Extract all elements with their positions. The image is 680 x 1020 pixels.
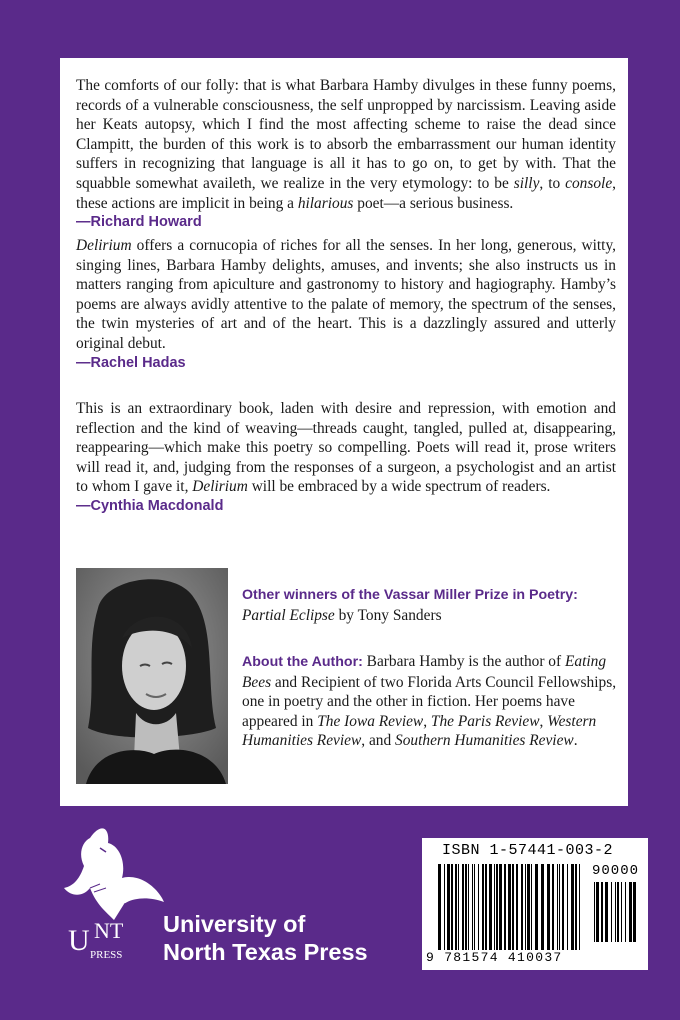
barcode-bar <box>494 864 495 950</box>
barcode-bar <box>516 864 518 950</box>
back-cover-panel <box>60 58 628 806</box>
author-portrait-image <box>76 568 228 784</box>
barcode-bar <box>625 882 626 942</box>
publisher-line2: North Texas Press <box>163 939 368 965</box>
attribution-macdonald: —Cynthia Macdonald <box>76 497 224 514</box>
barcode-bar <box>489 864 492 950</box>
barcode-bar <box>605 882 608 942</box>
barcode-bar <box>535 864 538 950</box>
barcode-bar <box>594 882 595 942</box>
review-text: The comforts of our folly: that is what Barbara Hamby divulges in these funny poems, records of a vulnerable consciousness, the self unpropped by narcissism. Leaving aside her Keats autopsy, which I find the most affecting scheme to raise the dead since Clampitt, the burden of this work is to absorb the embarrassment our human identity suffers in recognizing that language is all it has to go on, to get by with. That the squabble somewhat availeth, we realize in the very etymology: to be <box>76 77 616 192</box>
barcode-bar <box>617 882 619 942</box>
barcode-bar <box>496 864 498 950</box>
barcode-bar <box>525 864 526 950</box>
barcode-bar <box>601 882 603 942</box>
about-text: , and <box>361 732 396 750</box>
about-author <box>242 652 618 751</box>
barcode-bar <box>547 864 550 950</box>
review-text: This is an extraordinary book, laden with desire and repression, with emotion and reflection and the kind of weaving—threads caught, tangled, pulled at, disappearing, reappearing—which make this poetry so compelling. Poets will read it, prose writers will read it, and, judging from the responses of a surgeon, a psychologist and an artist to whom I gave it, <box>76 400 616 496</box>
publisher-name <box>163 910 368 966</box>
barcode-bar <box>575 864 577 950</box>
about-text: . <box>573 732 578 750</box>
price-barcode <box>592 882 640 942</box>
about-heading: About the Author: <box>242 654 363 670</box>
review-hadas <box>76 236 616 373</box>
ean-digits: 9 781574 410037 <box>426 950 563 965</box>
barcode-bar <box>472 864 473 950</box>
unt-press-logo <box>60 818 170 968</box>
barcode-bar <box>508 864 511 950</box>
barcode-bar <box>455 864 457 950</box>
author-photo <box>76 568 228 784</box>
barcode-bar <box>562 864 564 950</box>
barcode-bar <box>521 864 523 950</box>
barcode-bar <box>615 882 616 942</box>
attribution-howard: —Richard Howard <box>76 214 202 231</box>
barcode-bar <box>462 864 464 950</box>
review-emphasis: hilarious <box>297 194 354 212</box>
barcode-bar <box>567 864 568 950</box>
barcode-bar <box>559 864 560 950</box>
prize-book-title: Partial Eclipse <box>242 606 335 624</box>
journal-title: Southern Humanities Review <box>395 732 574 750</box>
prize-note <box>242 585 618 625</box>
barcode-bar <box>458 864 459 950</box>
about-book-title: Eating Bees <box>242 653 607 691</box>
about-text: , <box>423 712 431 730</box>
barcode-bar <box>465 864 467 950</box>
about-text: , <box>539 712 548 730</box>
journal-title: The Iowa Review <box>317 712 424 730</box>
barcode-bar <box>531 864 532 950</box>
about-text: Barbara Hamby is the author of <box>362 653 565 670</box>
journal-title: The Paris Review <box>430 712 540 730</box>
barcode-bar <box>482 864 484 950</box>
barcode-bar <box>633 882 636 942</box>
logo-nt: NT <box>94 918 124 943</box>
prize-heading: Other winners of the Vassar Miller Prize in Poetry: <box>242 587 578 603</box>
attribution-hadas: —Rachel Hadas <box>76 354 186 371</box>
review-text: offers a cornucopia of riches for all the senses. In her long, generous, witty, singing lines, Barbara Hamby delights, amuses, and invents; she also instructs us in matters ranging from apiculture and gastronomy to history and hagiography. Hamby’s poems are always avidly attentive to the palate of memory, the spectrum of the senses, the twin mysteries of art and of the heart. This is a dazzlingly assured and utterly original debut. <box>76 237 616 352</box>
barcode-bar <box>579 864 580 950</box>
journal-title: Western Humanities Review <box>242 712 597 750</box>
barcode-bar <box>504 864 506 950</box>
logo-u: U <box>68 924 90 957</box>
barcode-bar <box>629 882 632 942</box>
barcode-box <box>422 838 648 970</box>
price-code: 90000 <box>592 863 640 879</box>
barcode-bar <box>571 864 574 950</box>
barcode-bar <box>447 864 450 950</box>
barcode-bar <box>557 864 558 950</box>
review-howard <box>76 76 616 232</box>
barcode-bar <box>478 864 479 950</box>
about-text: and Recipient of two Florida Arts Council Fellowships, one in poetry and the other in fiction. Her poems have appeared in <box>242 673 617 730</box>
publisher-line1: University of <box>163 911 306 937</box>
review-macdonald <box>76 399 616 516</box>
review-text: , these actions are implicit in being a <box>76 174 617 212</box>
barcode-bar <box>438 864 441 950</box>
review-emphasis: console <box>565 174 613 192</box>
review-text: , to <box>539 174 566 192</box>
barcode-bar <box>611 882 612 942</box>
isbn-text: ISBN 1-57441-003-2 <box>442 842 614 859</box>
barcode-bar <box>474 864 475 950</box>
book-title: Delirium <box>192 478 248 496</box>
barcode-bar <box>596 882 599 942</box>
barcode-bar <box>541 864 544 950</box>
barcode-bar <box>444 864 445 950</box>
barcode-bar <box>527 864 530 950</box>
book-title: Delirium <box>76 237 132 254</box>
eagle-icon <box>60 818 170 968</box>
review-text: will be embraced by a wide spectrum of readers. <box>247 478 551 496</box>
logo-press: PRESS <box>90 949 123 961</box>
review-emphasis: silly <box>513 174 540 192</box>
barcode-bar <box>499 864 502 950</box>
barcode-bar <box>621 882 622 942</box>
barcode-bar <box>468 864 469 950</box>
barcode-bar <box>552 864 554 950</box>
review-text: poet—a serious business. <box>353 194 514 212</box>
barcode-bar <box>451 864 453 950</box>
barcode-bar <box>485 864 487 950</box>
prize-author: by Tony Sanders <box>334 606 442 624</box>
ean-barcode <box>436 864 586 950</box>
barcode-bar <box>512 864 514 950</box>
